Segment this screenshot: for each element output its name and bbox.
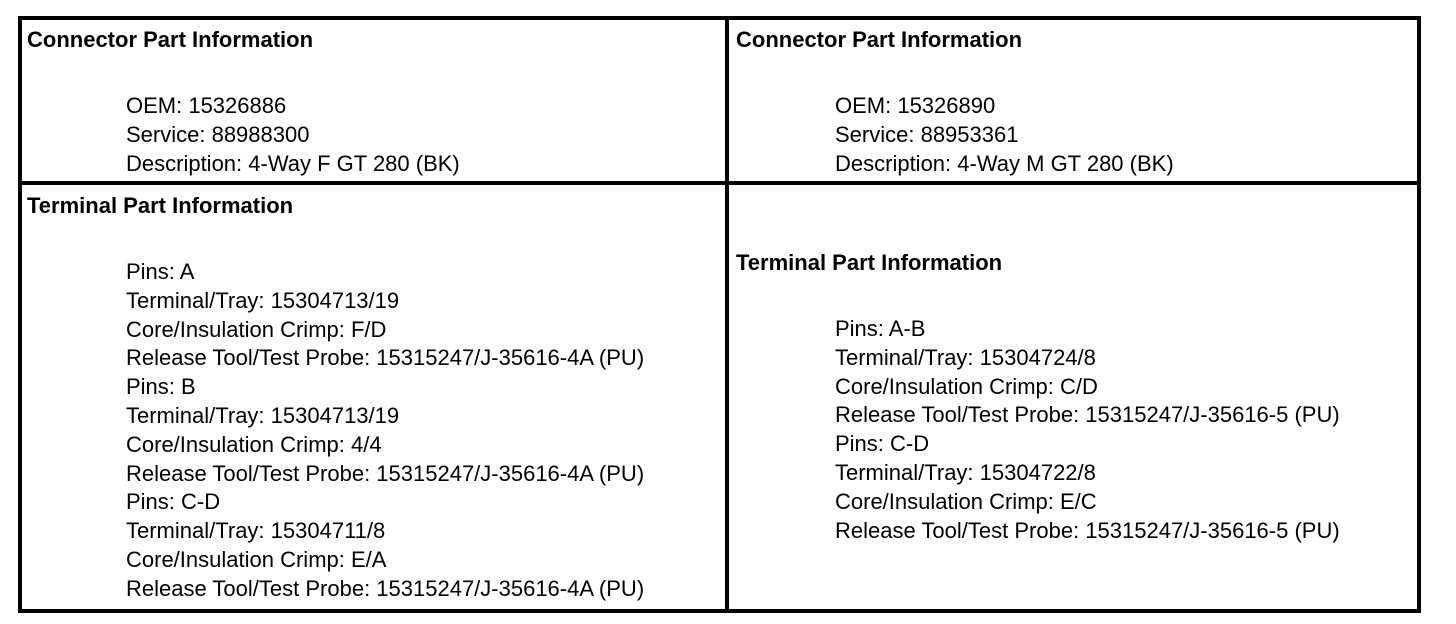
right-connector-details (835, 92, 1174, 178)
right-connector-description: Description: 4-Way M GT 280 (BK) (835, 150, 1174, 176)
terminal-release-tool: Release Tool/Test Probe: 15315247/J-35616-5 (PU) (835, 402, 1340, 428)
left-connector-description: Description: 4-Way F GT 280 (BK) (126, 150, 460, 176)
right-connector-oem: OEM: 15326890 (835, 93, 996, 118)
left-connector-details (126, 92, 460, 178)
terminal-crimp: Core/Insulation Crimp: 4/4 (126, 431, 382, 457)
terminal-tray: Terminal/Tray: 15304713/19 (126, 402, 400, 428)
terminal-tray: Terminal/Tray: 15304722/8 (835, 459, 1096, 485)
left-connector-heading: Connector Part Information (27, 27, 314, 52)
left-connector-oem: OEM: 15326886 (126, 93, 287, 118)
right-connector-service: Service: 88953361 (835, 121, 1019, 147)
terminal-release-tool: Release Tool/Test Probe: 15315247/J-35616-4A (PU) (126, 460, 645, 486)
right-connector-heading: Connector Part Information (736, 27, 1023, 52)
row-divider (18, 181, 1421, 185)
terminal-crimp: Core/Insulation Crimp: F/D (126, 316, 387, 342)
terminal-crimp: Core/Insulation Crimp: E/A (126, 546, 387, 572)
column-divider (725, 16, 729, 613)
terminal-crimp: Core/Insulation Crimp: E/C (835, 488, 1097, 514)
terminal-release-tool: Release Tool/Test Probe: 15315247/J-35616-4A (PU) (126, 345, 645, 371)
terminal-pins: Pins: B (126, 374, 196, 400)
terminal-crimp: Core/Insulation Crimp: C/D (835, 373, 1098, 399)
left-terminal-heading: Terminal Part Information (27, 193, 294, 218)
terminal-pins: Pins: C-D (126, 489, 221, 515)
left-terminal-details (126, 258, 644, 604)
terminal-tray: Terminal/Tray: 15304711/8 (126, 518, 386, 544)
terminal-pins: Pins: C-D (835, 431, 930, 457)
terminal-tray: Terminal/Tray: 15304713/19 (126, 287, 400, 313)
terminal-tray: Terminal/Tray: 15304724/8 (835, 344, 1096, 370)
right-terminal-heading: Terminal Part Information (736, 250, 1003, 275)
terminal-release-tool: Release Tool/Test Probe: 15315247/J-35616-5 (PU) (835, 517, 1340, 543)
left-connector-service: Service: 88988300 (126, 121, 310, 147)
terminal-release-tool: Release Tool/Test Probe: 15315247/J-35616-4A (PU) (126, 575, 645, 601)
right-terminal-details (835, 315, 1340, 545)
terminal-pins: Pins: A (126, 259, 195, 284)
terminal-pins: Pins: A-B (835, 316, 926, 341)
